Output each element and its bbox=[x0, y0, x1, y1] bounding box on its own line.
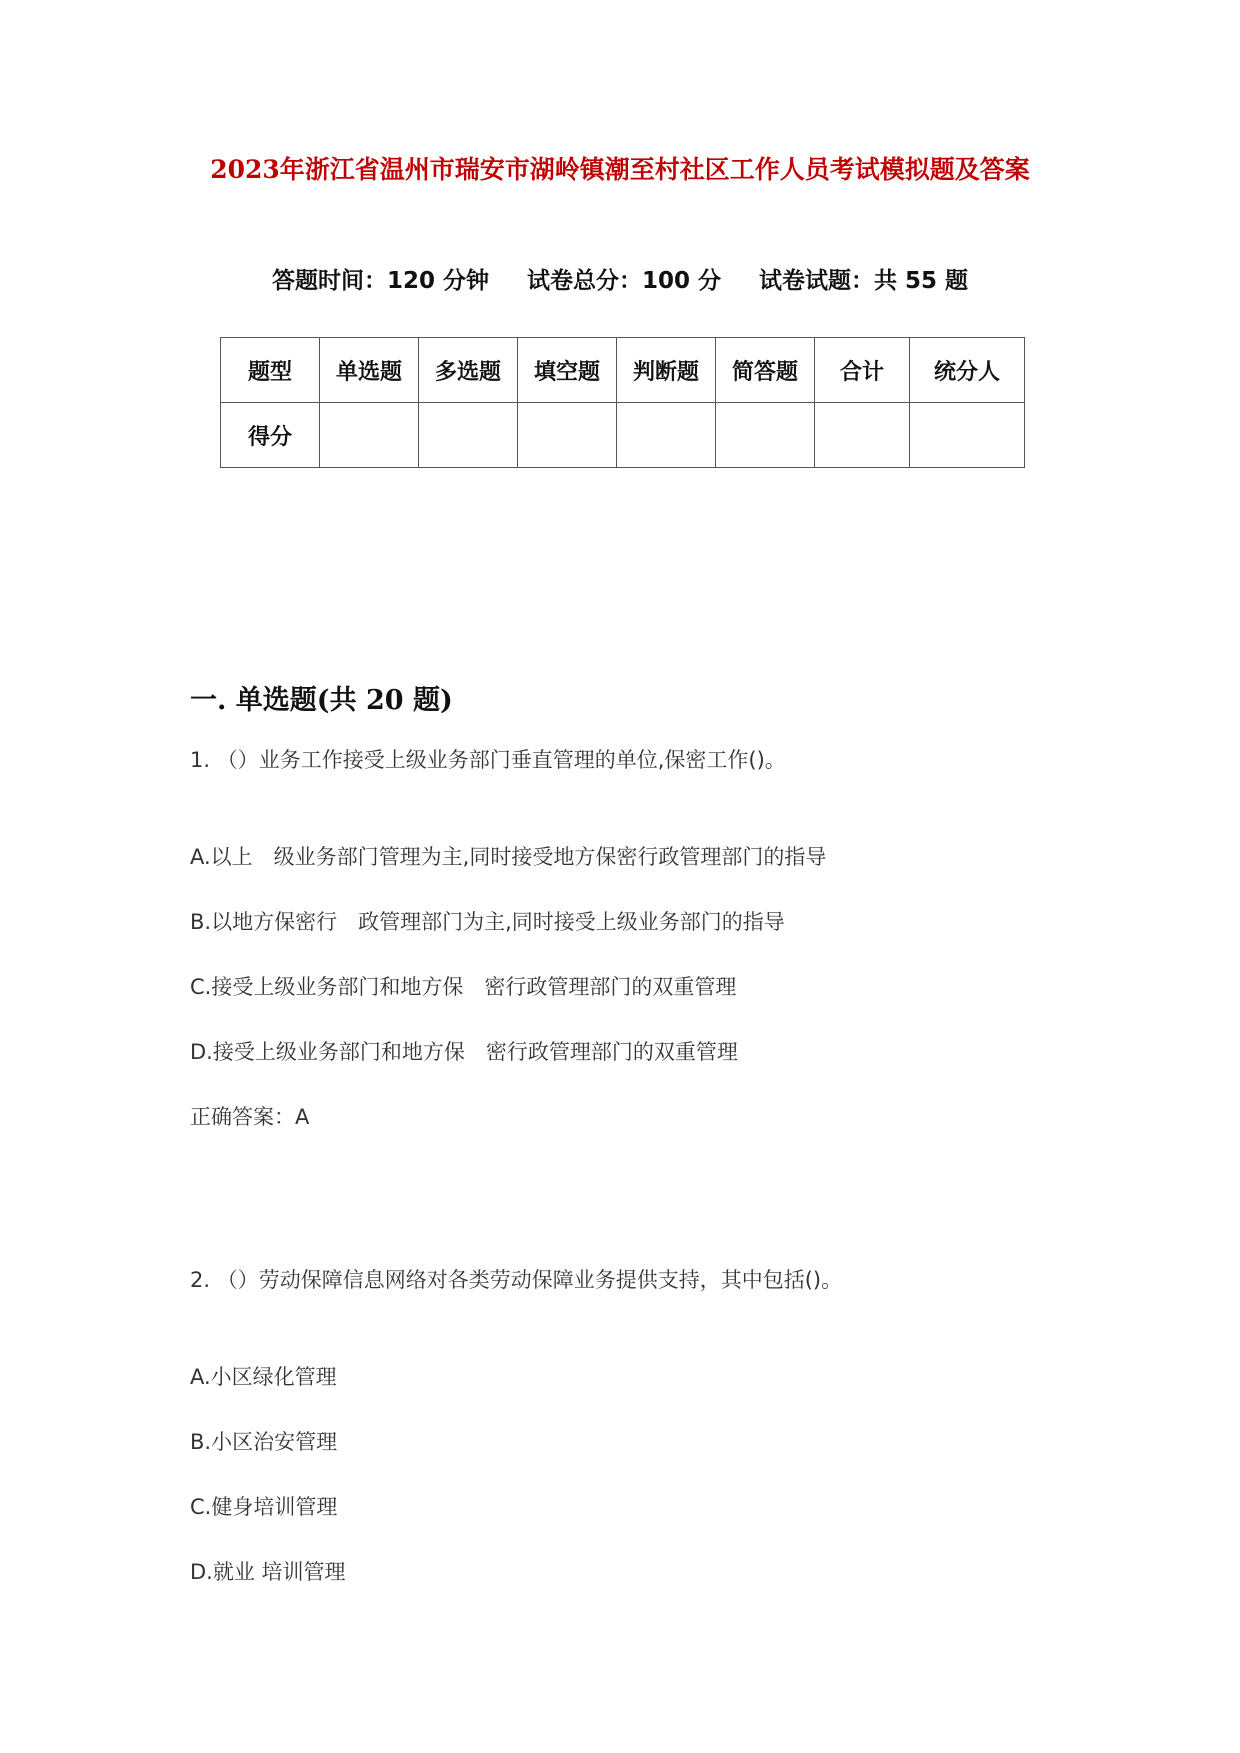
score-cell bbox=[320, 403, 419, 468]
score-table bbox=[220, 337, 1025, 468]
header-cell-short: 简答题 bbox=[716, 338, 815, 403]
exam-total-score: 试卷总分：100 分 bbox=[526, 268, 722, 294]
row-label-score: 得分 bbox=[221, 403, 320, 468]
question-1-stem: 1. （）业务工作接受上级业务部门垂直管理的单位,保密工作()。 bbox=[190, 748, 786, 772]
score-cell bbox=[815, 403, 910, 468]
score-cell bbox=[716, 403, 815, 468]
header-cell-type: 题型 bbox=[221, 338, 320, 403]
section-title: 一. 单选题(共 20 题) bbox=[190, 685, 453, 716]
header-cell-scorer: 统分人 bbox=[910, 338, 1025, 403]
score-table-score-row bbox=[221, 403, 1025, 468]
question-1-option-c: C.接受上级业务部门和地方保 密行政管理部门的双重管理 bbox=[190, 975, 737, 999]
header-cell-judge: 判断题 bbox=[617, 338, 716, 403]
question-2-option-d: D.就业 培训管理 bbox=[190, 1560, 346, 1584]
document-title: 2023年浙江省温州市瑞安市湖岭镇潮至村社区工作人员考试模拟题及答案 bbox=[210, 155, 1030, 184]
question-2-stem: 2. （）劳动保障信息网络对各类劳动保障业务提供支持，其中包括()。 bbox=[190, 1268, 843, 1292]
exam-question-count: 试卷试题：共 55 题 bbox=[759, 268, 969, 294]
score-cell bbox=[617, 403, 716, 468]
question-1-option-a: A.以上 级业务部门管理为主,同时接受地方保密行政管理部门的指导 bbox=[190, 845, 827, 869]
header-cell-total: 合计 bbox=[815, 338, 910, 403]
question-1-option-b: B.以地方保密行 政管理部门为主,同时接受上级业务部门的指导 bbox=[190, 910, 785, 934]
score-cell bbox=[518, 403, 617, 468]
header-cell-single: 单选题 bbox=[320, 338, 419, 403]
question-2-option-b: B.小区治安管理 bbox=[190, 1430, 338, 1454]
exam-time: 答题时间：120 分钟 bbox=[271, 268, 489, 294]
exam-meta bbox=[0, 262, 1240, 295]
header-cell-fill: 填空题 bbox=[518, 338, 617, 403]
score-cell bbox=[910, 403, 1025, 468]
question-1-answer: 正确答案：A bbox=[190, 1105, 310, 1129]
score-cell bbox=[419, 403, 518, 468]
question-1-option-d: D.接受上级业务部门和地方保 密行政管理部门的双重管理 bbox=[190, 1040, 738, 1064]
question-2-option-c: C.健身培训管理 bbox=[190, 1495, 338, 1519]
question-2-option-a: A.小区绿化管理 bbox=[190, 1365, 337, 1389]
score-table-header-row bbox=[221, 338, 1025, 403]
header-cell-multi: 多选题 bbox=[419, 338, 518, 403]
